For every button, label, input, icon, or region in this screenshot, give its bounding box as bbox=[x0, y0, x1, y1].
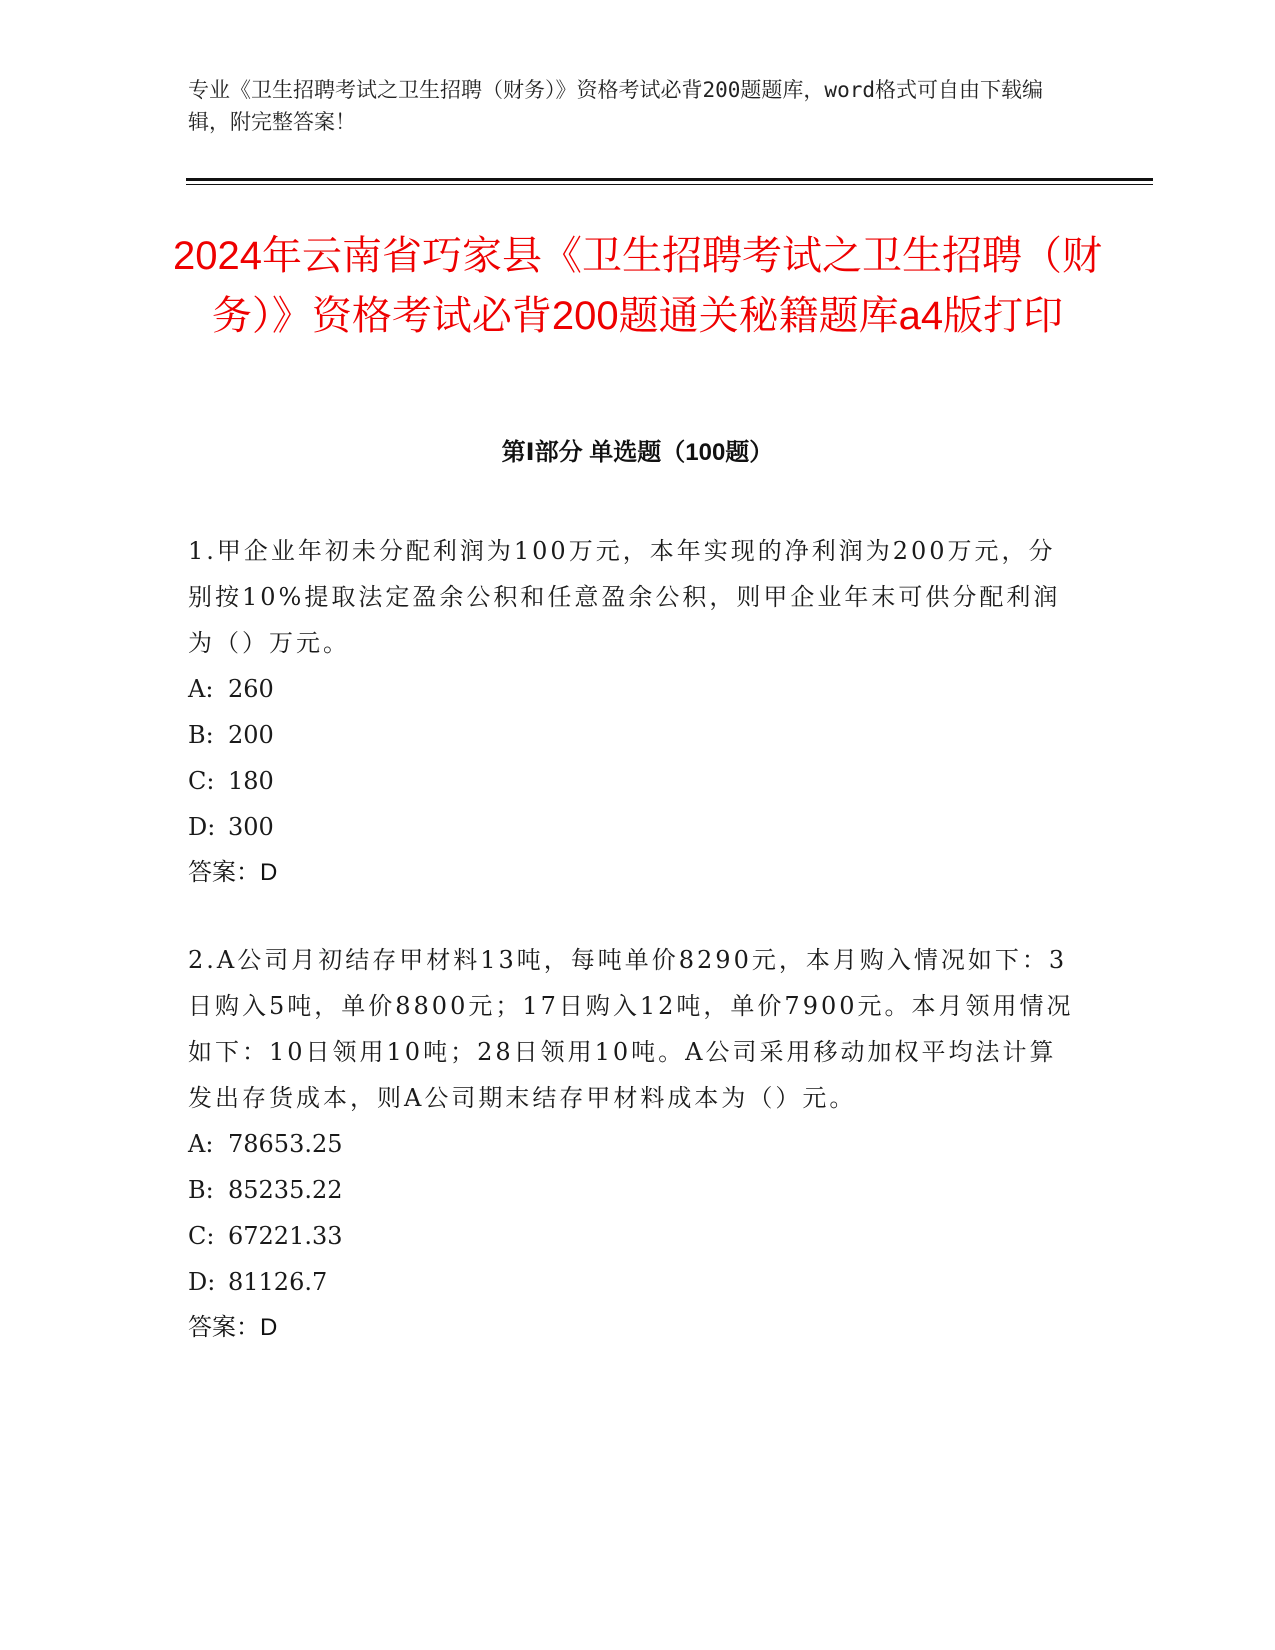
question-stem: 2.A公司月初结存甲材料13吨，每吨单价8290元，本月购入情况如下：3日购入5吨，单价8800元；17日购入12吨，单价7900元。本月领用情况如下：10日领用10吨；28日领用10吨。A公司采用移动加权平均法计算发出存货成本，则A公司期末结存甲材料成本为（）元。 bbox=[188, 946, 1074, 1112]
header-note: 专业《卫生招聘考试之卫生招聘（财务）》资格考试必背200题题库，word格式可自由下载编辑，附完整答案！ bbox=[188, 78, 1043, 134]
option-key: C: bbox=[188, 1222, 215, 1250]
option-value: 180 bbox=[228, 767, 274, 795]
option-key: B: bbox=[188, 721, 214, 749]
option-b bbox=[188, 712, 1078, 758]
option-value: 67221.33 bbox=[228, 1222, 343, 1250]
option-c bbox=[188, 758, 1078, 804]
option-key: D: bbox=[188, 813, 216, 841]
document-title: 2024年云南省巧家县《卫生招聘考试之卫生招聘（财务）》资格考试必背200题通关秘籍题库a4版打印 bbox=[173, 234, 1102, 338]
question-2 bbox=[188, 937, 1078, 1351]
option-a bbox=[188, 1121, 1078, 1167]
option-value: 300 bbox=[228, 813, 274, 841]
option-d bbox=[188, 804, 1078, 850]
option-b bbox=[188, 1167, 1078, 1213]
option-key: D: bbox=[188, 1268, 216, 1296]
header-divider-thin bbox=[186, 184, 1153, 185]
option-a bbox=[188, 666, 1078, 712]
option-value: 85235.22 bbox=[228, 1176, 343, 1204]
option-key: A: bbox=[188, 1130, 214, 1158]
question-stem: 1.甲企业年初未分配利润为100万元，本年实现的净利润为200万元，分别按10%提取法定盈余公积和任意盈余公积，则甲企业年末可供分配利润为（）万元。 bbox=[188, 537, 1061, 657]
section-title: 第Ⅰ部分 单选题（100题） bbox=[501, 439, 774, 466]
option-key: B: bbox=[188, 1176, 214, 1204]
option-key: A: bbox=[188, 675, 214, 703]
header-divider-thick bbox=[186, 178, 1153, 181]
answer-line: 答案：D bbox=[188, 1314, 278, 1341]
option-value: 260 bbox=[228, 675, 274, 703]
question-1 bbox=[188, 528, 1078, 896]
option-value: 78653.25 bbox=[228, 1130, 343, 1158]
option-c bbox=[188, 1213, 1078, 1259]
answer-line: 答案：D bbox=[188, 859, 278, 886]
option-d bbox=[188, 1259, 1078, 1305]
option-key: C: bbox=[188, 767, 215, 795]
option-value: 200 bbox=[228, 721, 274, 749]
option-value: 81126.7 bbox=[228, 1268, 328, 1296]
